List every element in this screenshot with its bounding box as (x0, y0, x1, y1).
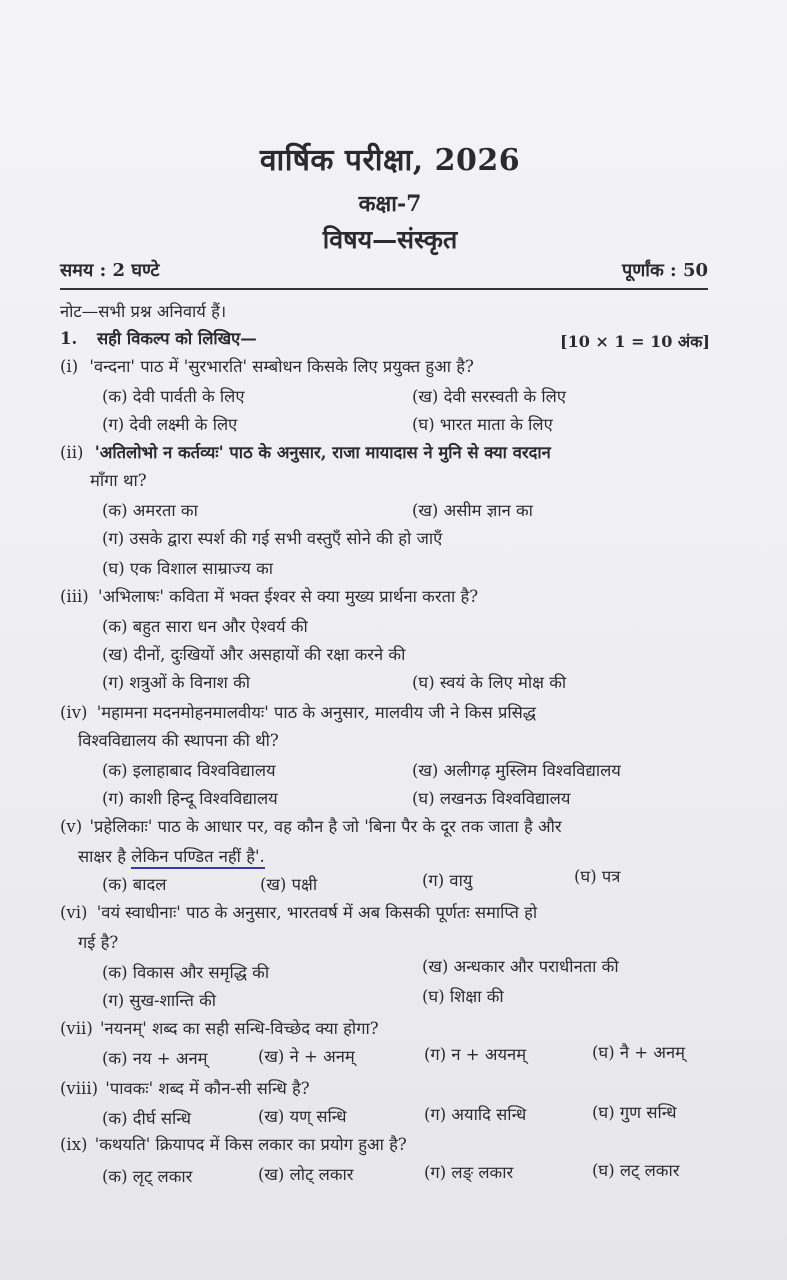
q7-option-b: (ख) ने + अनम् (258, 1047, 355, 1066)
question-text: 'अतिलोभो न कर्तव्यः' पाठ के अनुसार, राजा मायादास ने मुनि से क्या वरदान (94, 443, 551, 462)
q3-option-a: (क) बहुत सारा धन और ऐश्वर्य की (102, 617, 308, 636)
question-text: 'प्रहेलिकाः' पाठ के आधार पर, वह कौन है जो 'बिना पैर के दूर तक जाता है और (89, 817, 562, 836)
question-text: 'महामना मदनमोहनमालवीयः' पाठ के अनुसार, मालवीय जी ने किस प्रसिद्ध (96, 703, 536, 722)
question-9 (60, 1134, 407, 1156)
question-3 (60, 586, 478, 608)
q4-option-d: (घ) लखनऊ विश्वविद्यालय (412, 789, 571, 808)
question-number: (ii) (60, 443, 84, 462)
question-number: (v) (60, 817, 83, 836)
q6-option-a: (क) विकास और समृद्धि की (102, 963, 270, 982)
q8-option-d: (घ) गुण सन्धि (592, 1103, 677, 1122)
q4-option-a: (क) इलाहाबाद विश्वविद्यालय (102, 761, 276, 780)
section-1-heading (60, 328, 257, 350)
question-number: (iv) (60, 703, 88, 722)
question-text: 'नयनम्' शब्द का सही सन्धि-विच्छेद क्या होगा? (100, 1019, 379, 1038)
q5-option-c: (ग) वायु (422, 871, 473, 890)
question-5-cont (78, 846, 265, 868)
section-number: 1. (60, 329, 78, 348)
q4-option-b: (ख) अलीगढ़ मुस्लिम विश्वविद्यालय (412, 761, 621, 780)
question-1 (60, 356, 474, 378)
q2-option-b: (ख) असीम ज्ञान का (412, 501, 533, 520)
time-label: समय : 2 घण्टे (60, 260, 160, 281)
question-6 (60, 902, 537, 924)
question-text: 'कथयति' क्रियापद में किस लकार का प्रयोग हुआ है? (94, 1135, 407, 1154)
question-6-cont: गई है? (78, 933, 119, 952)
q5-option-d: (घ) पत्र (574, 867, 621, 886)
question-4 (60, 702, 536, 724)
q5-option-a: (क) बादल (102, 875, 167, 894)
subject-label: विषय—संस्कृत (322, 225, 458, 254)
question-number: (i) (60, 357, 79, 376)
q6-option-d: (घ) शिक्षा की (422, 987, 504, 1006)
q6-option-b: (ख) अन्धकार और पराधीनता की (422, 957, 619, 976)
q9-option-c: (ग) लङ् लकार (424, 1163, 514, 1182)
q7-option-d: (घ) नै + अनम् (592, 1043, 685, 1062)
q5-option-b: (ख) पक्षी (260, 875, 318, 894)
q1-option-d: (घ) भारत माता के लिए (412, 415, 553, 434)
full-marks-label: पूर्णांक : 50 (622, 260, 708, 281)
underlined-phrase: लेकिन पण्डित नहीं है'. (131, 847, 264, 869)
question-number: (vi) (60, 903, 88, 922)
section-instruction: सही विकल्प को लिखिए— (96, 329, 257, 348)
header-divider (60, 288, 708, 290)
q8-option-c: (ग) अयादि सन्धि (424, 1105, 527, 1124)
q3-option-b: (ख) दीनों, दुःखियों और असहायों की रक्षा करने की (102, 645, 406, 664)
question-text: 'पावकः' शब्द में कौन-सी सन्धि है? (105, 1079, 310, 1098)
question-text-part: साक्षर है (78, 847, 132, 866)
question-7 (60, 1018, 379, 1040)
question-text: 'वयं स्वाधीनाः' पाठ के अनुसार, भारतवर्ष में अब किसकी पूर्णतः समाप्ति हो (96, 903, 538, 922)
q3-option-d: (घ) स्वयं के लिए मोक्ष की (412, 673, 567, 692)
note: नोट—सभी प्रश्न अनिवार्य हैं। (60, 302, 227, 321)
question-5 (60, 816, 562, 838)
question-8 (60, 1078, 310, 1100)
section-marks: [10 × 1 = 10 अंक] (560, 332, 710, 351)
q2-option-c: (ग) उसके द्वारा स्पर्श की गई सभी वस्तुएँ सोने की हो जाएँ (102, 529, 443, 548)
question-2-cont: माँगा था? (90, 471, 147, 490)
question-number: (ix) (60, 1135, 88, 1154)
question-text: 'वन्दना' पाठ में 'सुरभारति' सम्बोधन किसके लिए प्रयुक्त हुआ है? (89, 357, 474, 376)
q6-option-c: (ग) सुख-शान्ति की (102, 991, 217, 1010)
question-number: (iii) (60, 587, 89, 606)
exam-title: वार्षिक परीक्षा, 2026 (259, 143, 521, 178)
q7-option-a: (क) नय + अनम् (102, 1049, 208, 1068)
q1-option-c: (ग) देवी लक्ष्मी के लिए (102, 415, 238, 434)
q9-option-b: (ख) लोट् लकार (258, 1165, 354, 1184)
question-number: (vii) (60, 1019, 93, 1038)
q9-option-d: (घ) लट् लकार (592, 1161, 680, 1180)
q2-option-d: (घ) एक विशाल साम्राज्य का (102, 559, 274, 578)
q4-option-c: (ग) काशी हिन्दू विश्वविद्यालय (102, 789, 278, 808)
q9-option-a: (क) लृट् लकार (102, 1167, 193, 1186)
q1-option-a: (क) देवी पार्वती के लिए (102, 387, 245, 406)
question-4-cont: विश्वविद्यालय की स्थापना की थी? (78, 731, 279, 750)
q2-option-a: (क) अमरता का (102, 501, 198, 520)
question-text: 'अभिलाषः' कविता में भक्त ईश्वर से क्या मुख्य प्रार्थना करता है? (97, 587, 479, 606)
q1-option-b: (ख) देवी सरस्वती के लिए (412, 387, 566, 406)
q7-option-c: (ग) न + अयनम् (424, 1045, 527, 1064)
class-label: कक्षा-7 (358, 191, 422, 217)
question-2 (60, 442, 551, 464)
question-number: (viii) (60, 1079, 99, 1098)
q8-option-a: (क) दीर्घ सन्धि (102, 1109, 191, 1128)
q3-option-c: (ग) शत्रुओं के विनाश की (102, 673, 251, 692)
exam-meta (60, 258, 708, 282)
q8-option-b: (ख) यण् सन्धि (258, 1107, 347, 1126)
